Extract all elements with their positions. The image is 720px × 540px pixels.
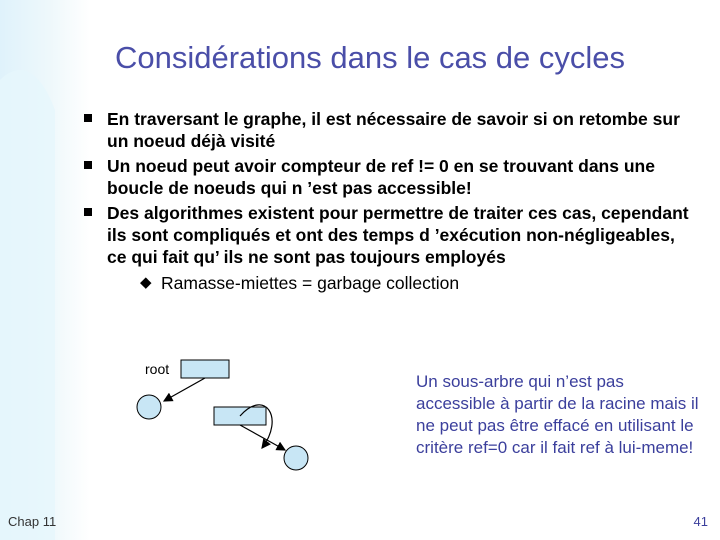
sub-bullet-text: Ramasse-miettes = garbage collection (161, 273, 460, 293)
sub-bullet-item (107, 272, 694, 294)
square-bullet-icon (84, 114, 92, 122)
bullet-item (84, 108, 694, 152)
root-pointer-box (181, 360, 229, 378)
child-arrow (240, 425, 285, 450)
diamond-bullet-icon: ◆ (140, 274, 152, 291)
bullet-text: Des algorithmes existent pour permettre de traiter ces cas, cependant ils sont compliqués et ont des temps d ’exécution non-négligeables, ce qui fait qu’ ils ne sont pas toujours employés (107, 203, 689, 267)
root-label: root (145, 361, 170, 377)
bullet-list (84, 108, 694, 297)
child-node (284, 446, 308, 470)
bullet-item (84, 202, 694, 294)
page-number: 41 (693, 514, 708, 529)
bullet-text: En traversant le graphe, il est nécessaire de savoir si on retombe sur un noeud déjà visité (107, 109, 680, 151)
tree-diagram (0, 340, 360, 490)
root-node (137, 395, 161, 419)
slide-title: Considérations dans le cas de cycles (114, 40, 626, 75)
bullet-item (84, 155, 694, 199)
chapter-label: Chap 11 (8, 514, 57, 529)
bullet-text: Un noeud peut avoir compteur de ref != 0 en se trouvant dans une boucle de noeuds qui n ’est pas accessible! (107, 156, 655, 198)
square-bullet-icon (84, 161, 92, 169)
square-bullet-icon (84, 208, 92, 216)
root-arrow (164, 378, 205, 401)
cycle-note: Un sous-arbre qui n’est pas accessible à partir de la racine mais il ne peut pas être effacé en utilisant le critère ref=0 car il fait ref à lui-meme! (416, 372, 699, 457)
